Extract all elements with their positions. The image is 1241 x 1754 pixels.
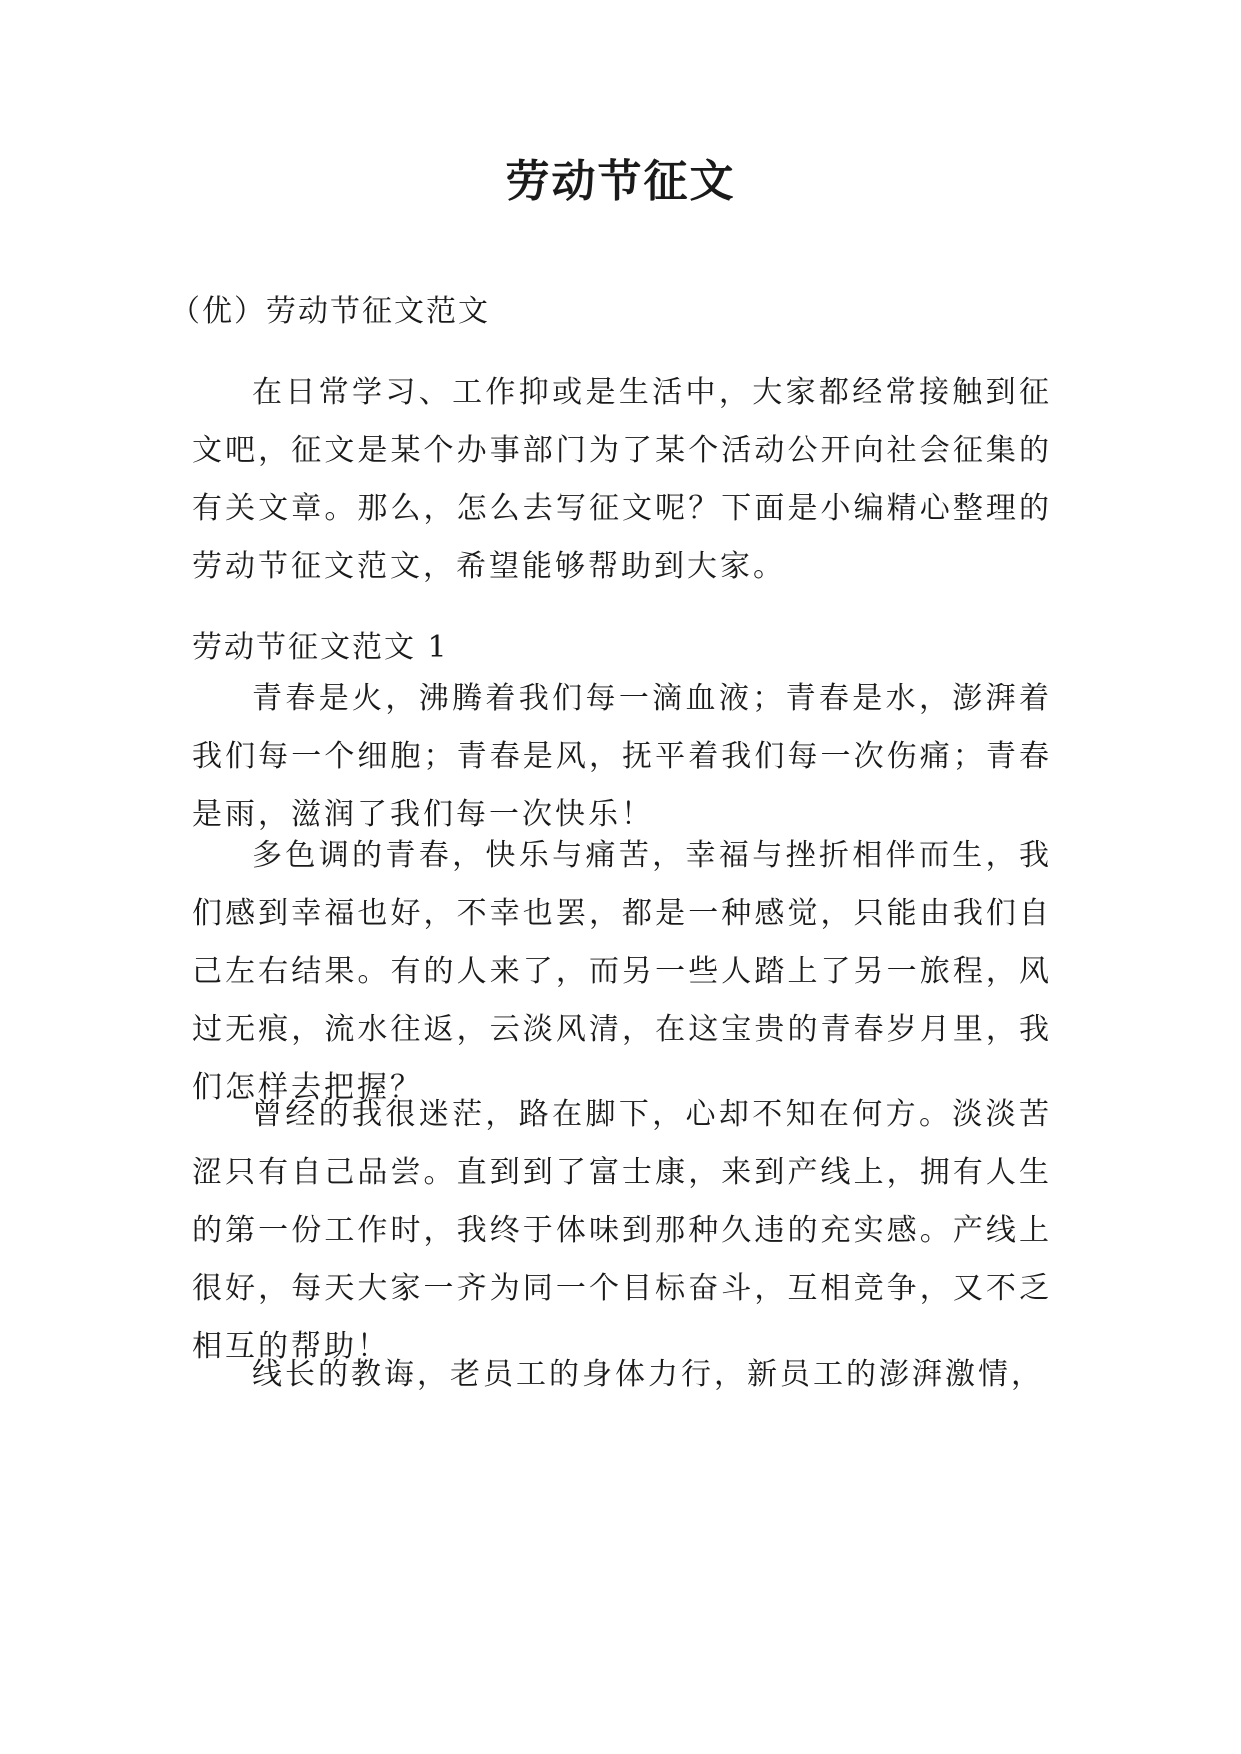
section-heading: 劳动节征文范文 1 (192, 630, 449, 665)
intro-paragraph: 在日常学习、工作抑或是生活中，大家都经常接触到征文吧，征文是某个办事部门为了某个活动公开向社会征集的有关文章。那么，怎么去写征文呢？下面是小编精心整理的劳动节征文范文，希望能够帮助到大家。 (192, 375, 1052, 584)
body-paragraph-2: 多色调的青春，快乐与痛苦，幸福与挫折相伴而生，我们感到幸福也好，不幸也罢，都是一种感觉，只能由我们自己左右结果。有的人来了，而另一些人踏上了另一旅程，风过无痕，流水往返，云淡风清，在这宝贵的青春岁月里，我们怎样去把握？ (192, 838, 1052, 1105)
body-paragraph-3: 曾经的我很迷茫，路在脚下，心却不知在何方。淡淡苦涩只有自己品尝。直到到了富士康，来到产线上，拥有人生的第一份工作时，我终于体味到那种久违的充实感。产线上很好，每天大家一齐为同一个目标奋斗，互相竞争，又不乏相互的帮助！ (192, 1097, 1052, 1364)
document-title: 劳动节征文 (505, 156, 736, 207)
document-subtitle: （优）劳动节征文范文 (170, 294, 490, 329)
body-paragraph-4: 线长的教诲，老员工的身体力行，新员工的澎湃激情， (252, 1357, 1044, 1392)
body-paragraph-1: 青春是火，沸腾着我们每一滴血液；青春是水，澎湃着我们每一个细胞；青春是风，抚平着我们每一次伤痛；青春是雨，滋润了我们每一次快乐！ (192, 681, 1052, 832)
